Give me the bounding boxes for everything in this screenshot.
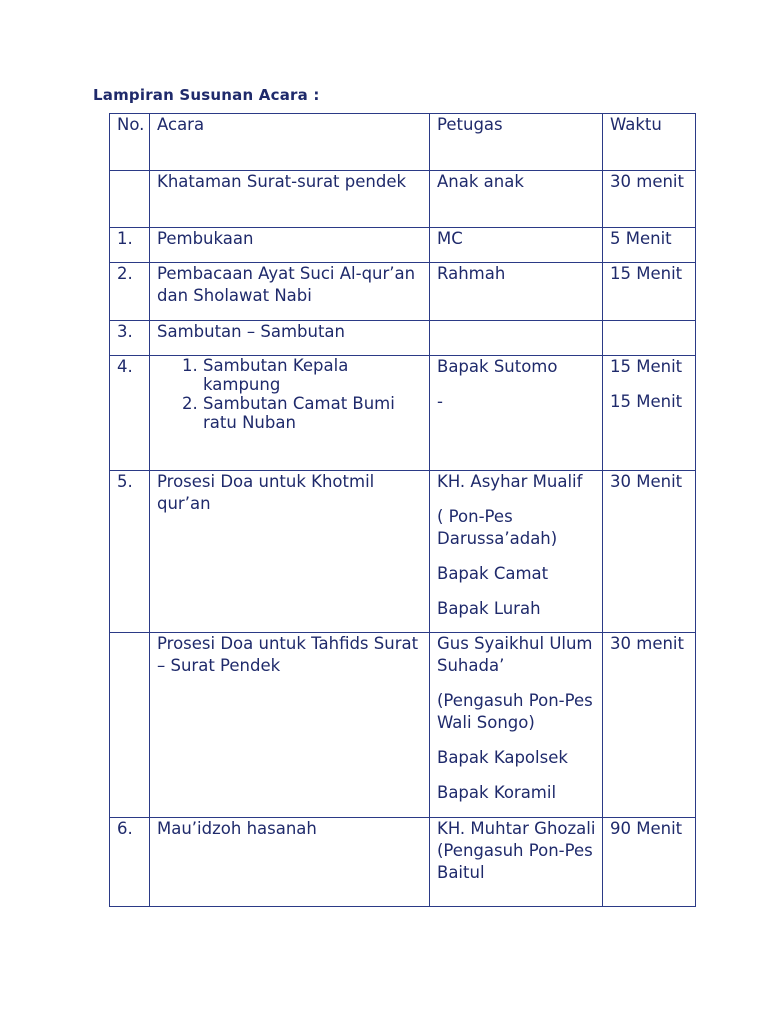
cell-acara: Prosesi Doa untuk Khotmil qur’an (150, 471, 430, 633)
petugas-line: MC (437, 229, 463, 248)
sambutan-list (157, 356, 423, 432)
cell-no (110, 633, 150, 818)
waktu-line: 15 Menit (610, 392, 683, 411)
petugas-line: KH. Muhtar Ghozali (437, 819, 596, 838)
table-row (110, 321, 696, 356)
cell-waktu (603, 633, 696, 818)
table-row (110, 356, 696, 471)
cell-no: 4. (110, 356, 150, 471)
cell-acara: Khataman Surat-surat pendek (150, 171, 430, 228)
table-row (110, 171, 696, 228)
waktu-line: 5 Menit (610, 229, 672, 248)
cell-acara: Prosesi Doa untuk Tahfids Surat – Surat Pendek (150, 633, 430, 818)
waktu-line: 30 menit (610, 634, 684, 653)
petugas-line: Bapak Camat (437, 564, 549, 583)
cell-acara (150, 356, 430, 471)
cell-waktu (603, 321, 696, 356)
waktu-line: 30 menit (610, 172, 684, 191)
table-header-row (110, 114, 696, 171)
cell-waktu (603, 263, 696, 321)
table-row (110, 818, 696, 907)
table-row (110, 633, 696, 818)
cell-petugas (430, 818, 603, 907)
cell-no (110, 171, 150, 228)
cell-no: 5. (110, 471, 150, 633)
cell-no: 3. (110, 321, 150, 356)
header-no: No. (110, 114, 150, 171)
table-row (110, 228, 696, 263)
petugas-line: Gus Syaikhul Ulum Suhada’ (437, 634, 593, 675)
cell-no: 6. (110, 818, 150, 907)
cell-petugas (430, 228, 603, 263)
header-petugas: Petugas (430, 114, 603, 171)
cell-no: 2. (110, 263, 150, 321)
cell-acara: Mau’idzoh hasanah (150, 818, 430, 907)
petugas-line: Bapak Lurah (437, 599, 541, 618)
cell-petugas (430, 263, 603, 321)
waktu-line: 90 Menit (610, 819, 683, 838)
table-row (110, 263, 696, 321)
table-row (110, 471, 696, 633)
cell-waktu (603, 471, 696, 633)
cell-waktu (603, 356, 696, 471)
petugas-line: Bapak Sutomo (437, 357, 558, 376)
cell-acara: Pembacaan Ayat Suci Al-qur’an dan Sholawat Nabi (150, 263, 430, 321)
petugas-line: (Pengasuh Pon-Pes Wali Songo) (437, 691, 593, 732)
waktu-line: 15 Menit (610, 357, 683, 376)
cell-waktu (603, 171, 696, 228)
cell-petugas (430, 633, 603, 818)
document-title: Lampiran Susunan Acara : (93, 86, 320, 104)
cell-petugas (430, 356, 603, 471)
cell-petugas (430, 321, 603, 356)
cell-petugas (430, 471, 603, 633)
list-item: 1. Sambutan Kepala kampung (203, 356, 423, 394)
cell-no: 1. (110, 228, 150, 263)
schedule-table (109, 113, 696, 907)
petugas-line: KH. Asyhar Mualif (437, 472, 583, 491)
petugas-line: Anak anak (437, 172, 524, 191)
petugas-line: Bapak Kapolsek (437, 748, 568, 767)
petugas-line: ( Pon-Pes Darussa’adah) (437, 507, 558, 548)
waktu-line: 15 Menit (610, 264, 683, 283)
petugas-line: - (437, 392, 443, 411)
cell-petugas (430, 171, 603, 228)
cell-acara: Pembukaan (150, 228, 430, 263)
waktu-line: 30 Menit (610, 472, 683, 491)
petugas-line: Bapak Koramil (437, 783, 557, 802)
petugas-line: (Pengasuh Pon-Pes Baitul (437, 841, 593, 882)
header-acara: Acara (150, 114, 430, 171)
petugas-line: Rahmah (437, 264, 506, 283)
cell-acara: Sambutan – Sambutan (150, 321, 430, 356)
header-waktu: Waktu (603, 114, 696, 171)
list-item: 2. Sambutan Camat Bumi ratu Nuban (203, 394, 423, 432)
cell-waktu (603, 228, 696, 263)
cell-waktu (603, 818, 696, 907)
